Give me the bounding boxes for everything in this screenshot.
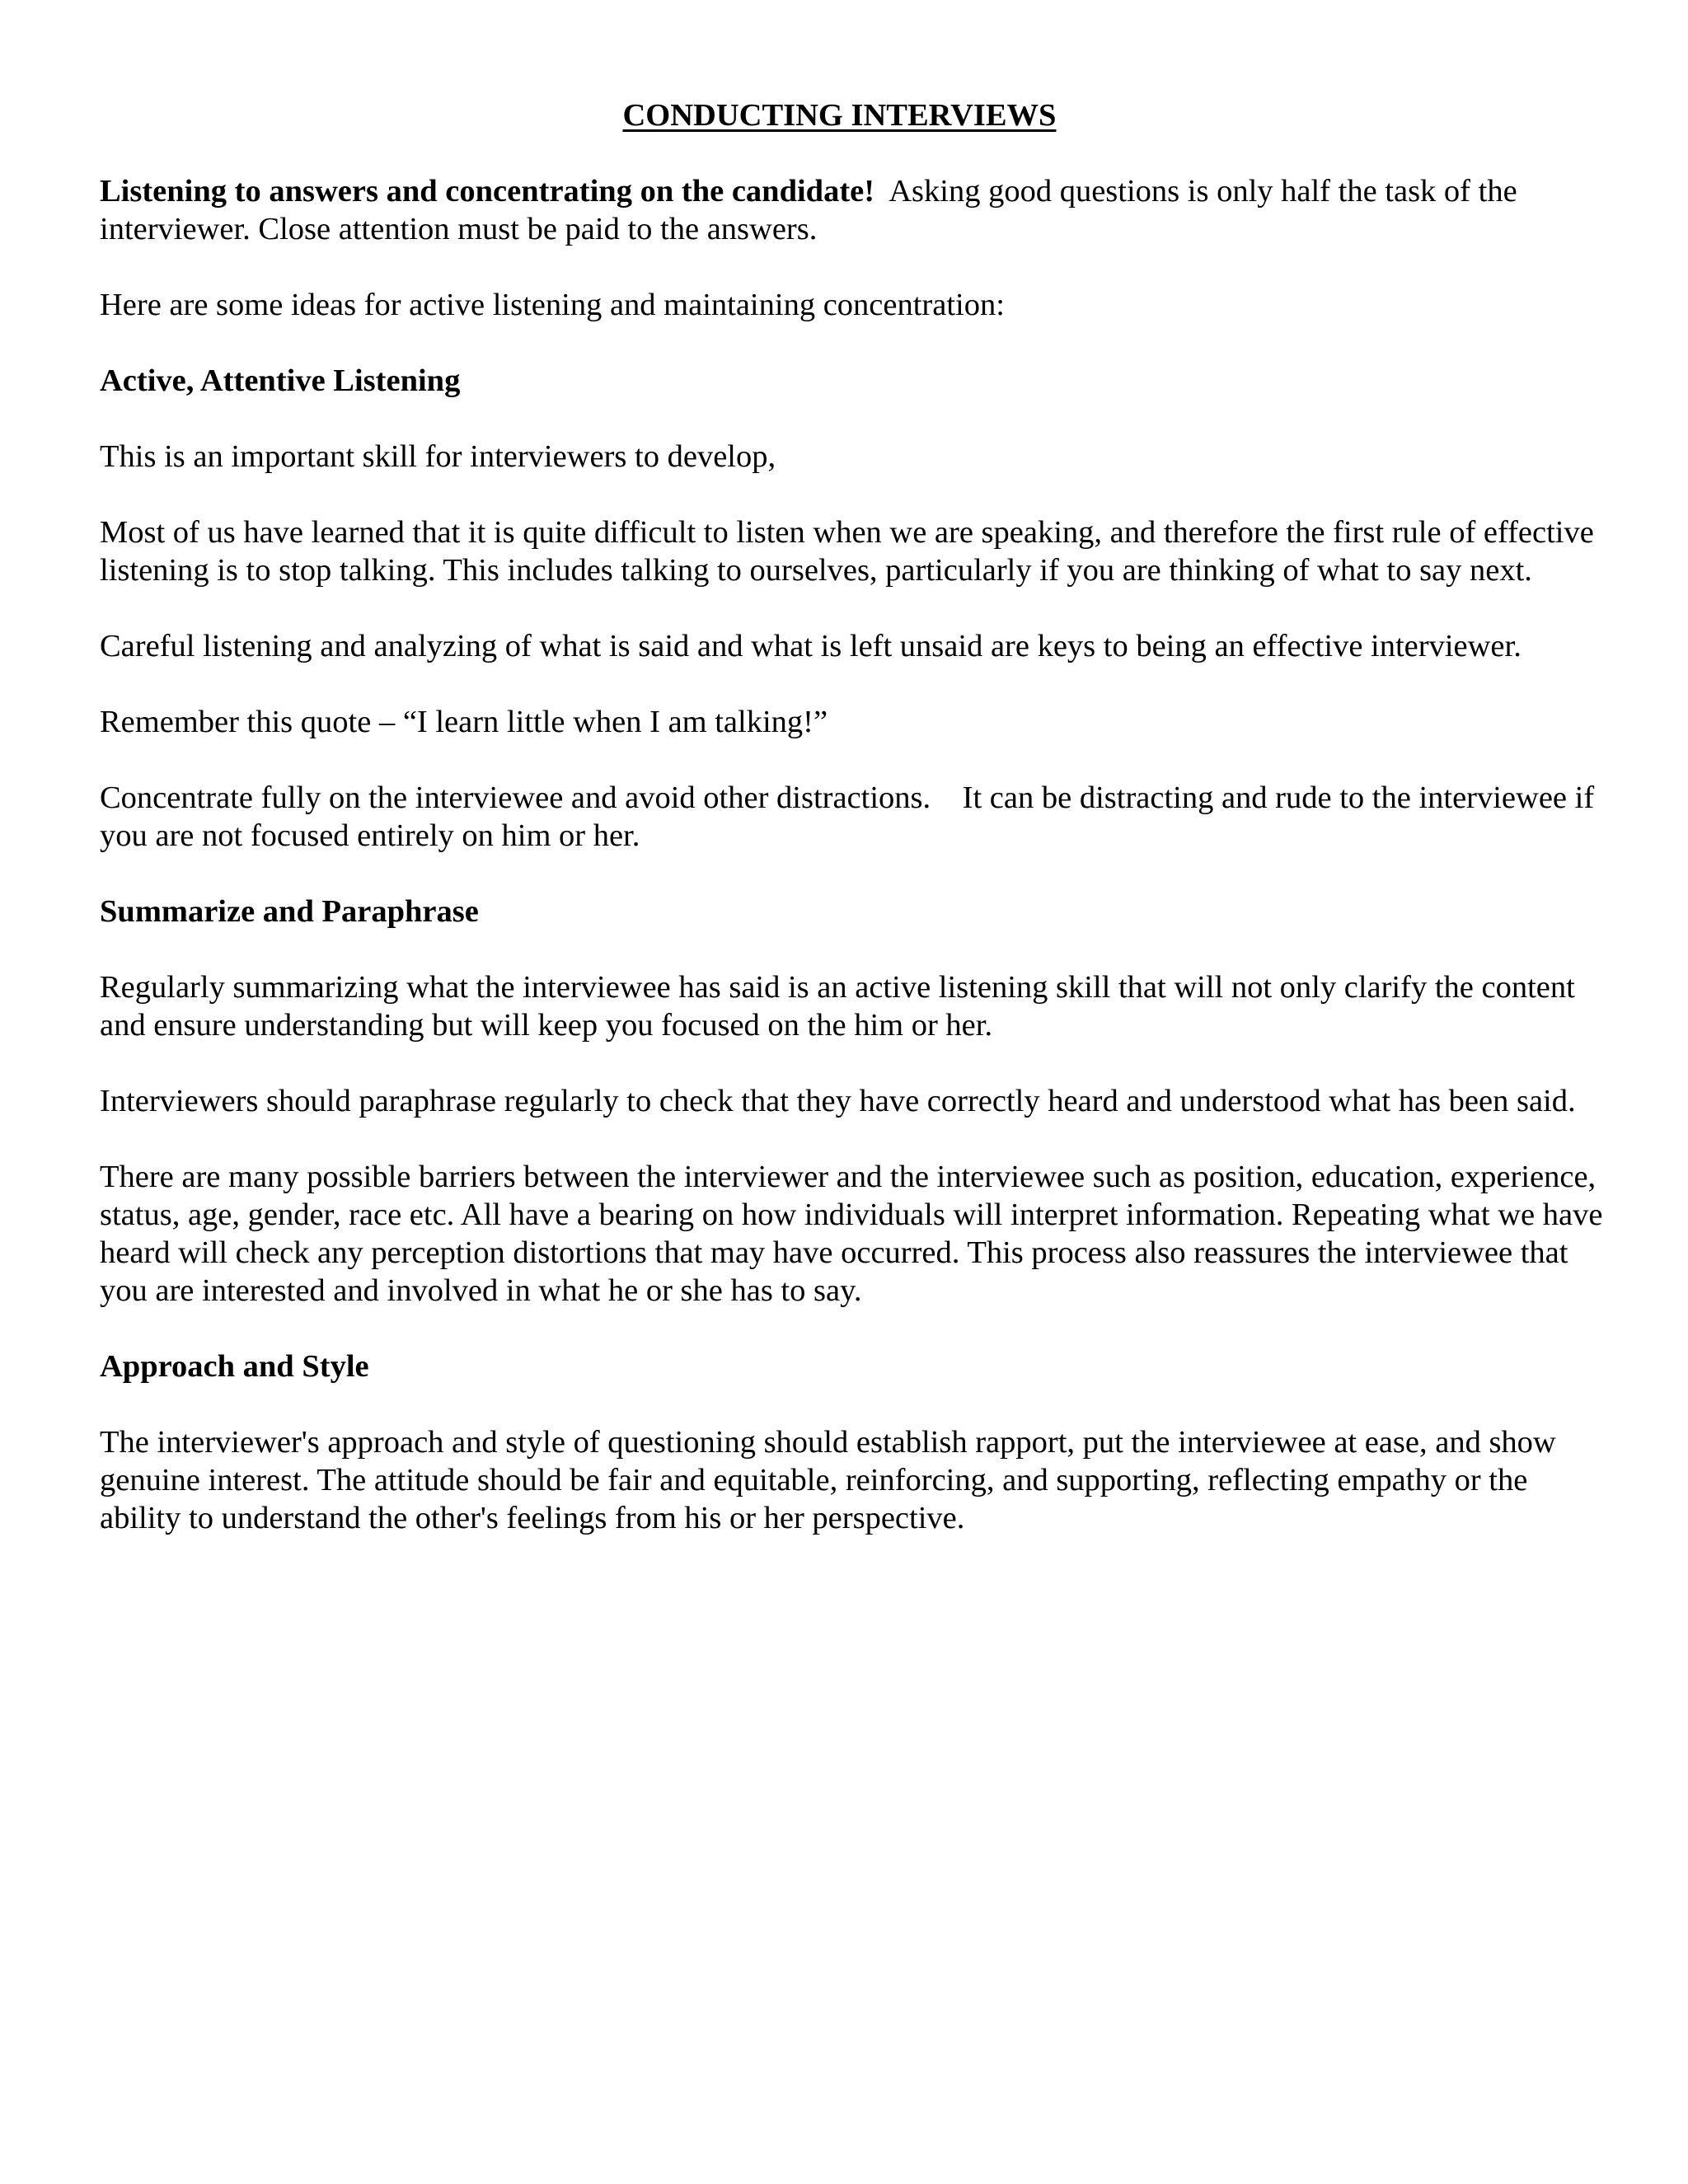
paragraph: This is an important skill for interviewers to develop, <box>100 439 776 474</box>
ideas-intro-paragraph: Here are some ideas for active listening and maintaining concentration: <box>100 288 1005 322</box>
paragraph: Concentrate fully on the interviewee and avoid other distractions. It can be distracting and rude to the interviewee if you are not focused entirely on him or her. <box>100 780 1602 853</box>
intro-lead: Listening to answers and concentrating on the candidate! <box>100 174 875 209</box>
document-page <box>100 96 1604 1575</box>
document-title: CONDUCTING INTERVIEWS <box>622 98 1057 133</box>
intro-text: Asking good questions is only half the task of the interviewer. Close attention must be paid to the answers. <box>100 174 1517 246</box>
paragraph: Interviewers should paraphrase regularly to check that they have correctly heard and understood what has been said. <box>100 1084 1576 1118</box>
section-heading-approach: Approach and Style <box>100 1349 369 1384</box>
paragraph: The interviewer's approach and style of questioning should establish rapport, put the interviewee at ease, and show genuine interest. The attitude should be fair and equitable, reinforcing, and supporting, reflecting empathy or the ability to understand the other's feelings from his or her perspective. <box>100 1425 1556 1535</box>
paragraph: There are many possible barriers between the interviewer and the interviewee such as position, education, experience, status, age, gender, race etc. All have a bearing on how individuals will interpret information. Repeating what we have heard will check any perception distortions that may have occurred. This process also reassures the interviewee that you are interested and involved in what he or she has to say. <box>100 1160 1603 1308</box>
paragraph: Careful listening and analyzing of what is said and what is left unsaid are keys to being an effective interviewer. <box>100 629 1522 663</box>
paragraph: Most of us have learned that it is quite difficult to listen when we are speaking, and therefore the first rule of effective listening is to stop talking. This includes talking to ourselves, particularly if you are thinking of what to say next. <box>100 515 1594 588</box>
section-heading-active-listening: Active, Attentive Listening <box>100 363 461 398</box>
intro-paragraph <box>100 172 1604 248</box>
paragraph: Regularly summarizing what the interviewee has said is an active listening skill that will not only clarify the content and ensure understanding but will keep you focused on the him or her. <box>100 970 1575 1043</box>
quote-paragraph: Remember this quote – “I learn little when I am talking!” <box>100 705 828 739</box>
section-heading-summarize: Summarize and Paraphrase <box>100 894 479 929</box>
